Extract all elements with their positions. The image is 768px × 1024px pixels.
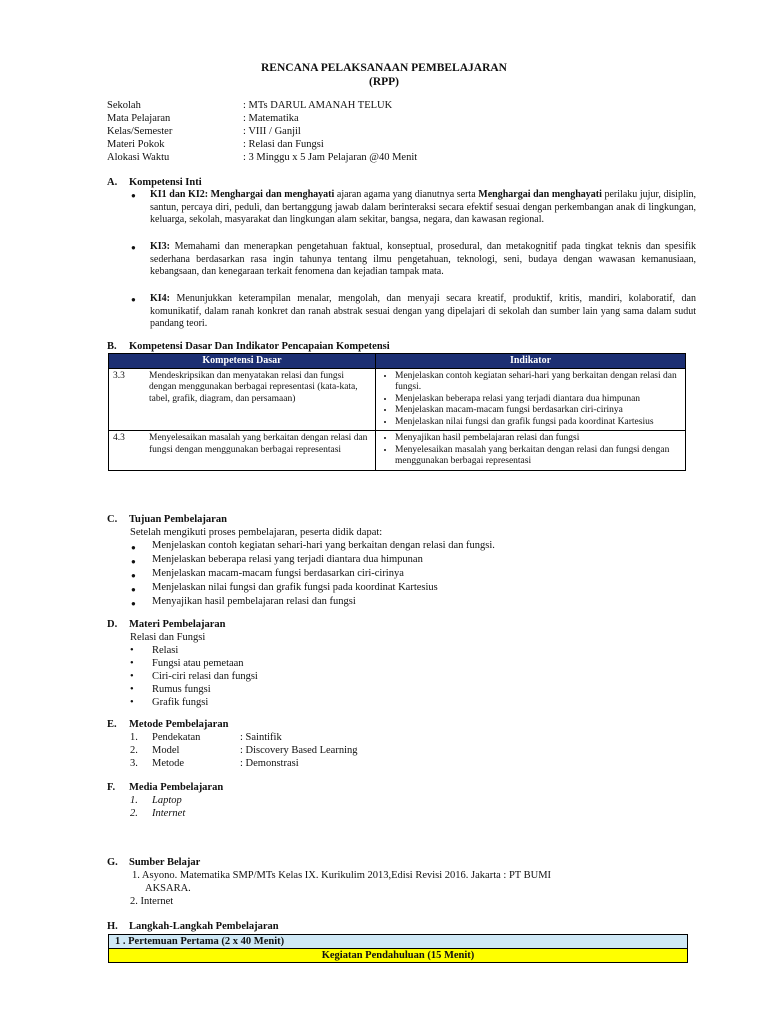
list-item: Grafik fungsi [152, 697, 209, 708]
identity-label-kelas: Kelas/Semester [107, 126, 173, 137]
ki-lead: KI1 dan KI2: [150, 189, 209, 200]
media-number: 1. [130, 795, 138, 806]
ki-text: perilaku jujur, disiplin, santun, percaya diri, peduli, dan bertanggung jawab dalam berinteraksi secara efektif sesuai dengan perkembangan anak di lingkungan, keluarga, sekolah, masyarakat dan lingkungan alam sekitar, bangsa, negara, dan kawasan regional. [150, 189, 696, 226]
source-item-1: 1. Asyono. Matematika SMP/MTs Kelas IX. Kurikulim 2013,Edisi Revisi 2016. Jakarta : PT BUMI [132, 870, 552, 881]
list-item: • Menjelaskan nilai fungsi dan grafik fungsi pada koordinat Kartesius [395, 417, 681, 429]
method-number: 1. [130, 732, 138, 743]
indicator-cell [376, 431, 686, 471]
table-header-kd: Kompetensi Dasar [109, 354, 376, 369]
identity-label-materi: Materi Pokok [107, 139, 165, 150]
bullet-dot: ● [131, 191, 136, 200]
section-title: Metode Pembelajaran [129, 719, 229, 730]
ki-text: ajaran agama yang dianutnya serta [334, 189, 479, 200]
section-d-heading [107, 619, 226, 630]
section-title: Materi Pembelajaran [129, 619, 226, 630]
method-label: Model [152, 745, 180, 756]
section-e-heading [107, 719, 228, 730]
bullet-dot: ● [131, 543, 136, 552]
list-item: • Menyelesaikan masalah yang berkaitan dengan relasi dan fungsi dengan menggunakan berbagai representasi [395, 445, 681, 468]
section-title: Media Pembelajaran [129, 782, 224, 793]
list-item: Menjelaskan beberapa relasi yang terjadi diantara dua himpunan [152, 554, 423, 565]
list-item: Menjelaskan nilai fungsi dan grafik fungsi pada koordinat Kartesius [152, 582, 438, 593]
table-row [109, 368, 686, 431]
ki-emphasis: Menghargai dan menghayati [210, 189, 335, 200]
bullet-dot: ● [131, 243, 136, 252]
ki-emphasis: Menghargai dan menghayati [478, 189, 602, 200]
identity-label-sekolah: Sekolah [107, 100, 141, 111]
section-letter: G. [107, 857, 118, 868]
identity-value-alokasi: : 3 Minggu x 5 Jam Pelajaran @40 Menit [243, 152, 418, 163]
table-row [109, 431, 686, 471]
source-item-1-cont: AKSARA. [145, 883, 191, 894]
method-value: : Discovery Based Learning [240, 745, 358, 756]
section-h-heading [107, 921, 279, 932]
list-item: • Menjelaskan macam-macam fungsi berdasarkan ciri-cirinya [395, 405, 681, 417]
method-label: Pendekatan [152, 732, 201, 743]
identity-value-materi: : Relasi dan Fungsi [243, 139, 324, 150]
section-title: Sumber Belajar [129, 857, 201, 868]
bullet-dot: ● [131, 557, 136, 566]
list-item: • Menyajikan hasil pembelajaran relasi dan fungsi [395, 433, 681, 445]
method-label: Metode [152, 758, 185, 769]
ki1-ki2-paragraph [150, 189, 696, 227]
section-letter: E. [107, 719, 117, 730]
section-letter: F. [107, 782, 116, 793]
table-header-row [109, 354, 686, 369]
ki-text: Memahami dan menerapkan pengetahuan faktual, konseptual, prosedural, dan metakognitif pada tingkat teknis dan spesifik sederhana berdasarkan rasa ingin tahunya tentang ilmu pengetahuan, teknologi, seni, budaya dengan wawasan kemanusiaan, kebangsaan, dan kenegaraan terkait fenomena dan kejadian tampak mata. [150, 241, 696, 278]
ki3-paragraph [150, 241, 696, 279]
list-item: • Menjelaskan beberapa relasi yang terjadi diantara dua himpunan [395, 394, 681, 406]
bullet-dot: ● [131, 585, 136, 594]
list-item: Fungsi atau pemetaan [152, 658, 244, 669]
section-a-heading [107, 177, 202, 188]
list-item: • Menjelaskan contoh kegiatan sehari-hari yang berkaitan dengan relasi dan fungsi. [395, 371, 681, 394]
media-number: 2. [130, 808, 138, 819]
section-c-heading [107, 514, 227, 525]
list-item: Menyajikan hasil pembelajaran relasi dan fungsi [152, 596, 356, 607]
section-f-heading [107, 782, 223, 793]
identity-value-mapel: : Matematika [243, 113, 299, 124]
media-item: Internet [152, 808, 186, 819]
section-title: Tujuan Pembelajaran [129, 514, 227, 525]
indicator-list [380, 433, 681, 468]
bullet-dot: ● [131, 295, 136, 304]
method-value: : Demonstrasi [240, 758, 299, 769]
ki4-paragraph [150, 293, 696, 331]
source-item-2: 2. Internet [130, 896, 174, 907]
bullet-dot: • [130, 684, 134, 695]
kd-number: 4.3 [109, 431, 146, 471]
method-number: 3. [130, 758, 138, 769]
section-letter: D. [107, 619, 118, 630]
meeting-bar: 1 . Pertemuan Pertama (2 x 40 Menit) [108, 934, 688, 949]
bullet-dot: • [130, 658, 134, 669]
ki-lead: KI3: [150, 241, 170, 252]
bullet-dot: • [130, 697, 134, 708]
document-title: RENCANA PELAKSANAAN PEMBELAJARAN [261, 62, 507, 74]
section-title: Langkah-Langkah Pembelajaran [129, 921, 279, 932]
activity-bar: Kegiatan Pendahuluan (15 Menit) [108, 948, 688, 963]
kd-description: Menyelesaikan masalah yang berkaitan dengan relasi dan fungsi dengan menggunakan berbagai representasi [145, 431, 376, 471]
list-item: Ciri-ciri relasi dan fungsi [152, 671, 258, 682]
kd-indicator-table [108, 353, 686, 471]
table-header-indicator: Indikator [376, 354, 686, 369]
list-item: Menjelaskan contoh kegiatan sehari-hari yang berkaitan dengan relasi dan fungsi. [152, 540, 495, 551]
section-d-intro: Relasi dan Fungsi [130, 632, 206, 643]
ki-text: Menunjukkan keterampilan menalar, mengolah, dan menyaji secara kreatif, produktif, kritis, mandiri, kolaboratif, dan komunikatif, dalam ranah konkret dan ranah abstrak sesuai dengan yang dipelajari di sekolah dan sumber lain yang sama dalam sudut pandang teori. [150, 293, 696, 330]
indicator-list [380, 371, 681, 429]
bullet-dot: ● [131, 599, 136, 608]
identity-label-mapel: Mata Pelajaran [107, 113, 171, 124]
section-c-intro: Setelah mengikuti proses pembelajaran, peserta didik dapat: [130, 527, 383, 538]
section-letter: H. [107, 921, 118, 932]
list-item: Rumus fungsi [152, 684, 211, 695]
kd-number: 3.3 [109, 368, 146, 431]
identity-label-alokasi: Alokasi Waktu [107, 152, 170, 163]
bullet-dot: ● [131, 571, 136, 580]
identity-value-sekolah: : MTs DARUL AMANAH TELUK [243, 100, 393, 111]
list-item: Menjelaskan macam-macam fungsi berdasarkan ciri-cirinya [152, 568, 404, 579]
identity-value-kelas: : VIII / Ganjil [243, 126, 301, 137]
section-letter: C. [107, 514, 118, 525]
kd-description: Mendeskripsikan dan menyatakan relasi dan fungsi dengan menggunakan berbagai representasi (kata-kata, tabel, grafik, diagram, dan persamaan) [145, 368, 376, 431]
indicator-cell [376, 368, 686, 431]
section-g-heading [107, 857, 200, 868]
section-b-heading [107, 341, 390, 352]
section-letter: A. [107, 177, 118, 188]
bullet-dot: • [130, 671, 134, 682]
list-item: Relasi [152, 645, 179, 656]
bullet-dot: • [130, 645, 134, 656]
section-letter: B. [107, 341, 117, 352]
document-subtitle: (RPP) [368, 76, 399, 88]
media-item: Laptop [152, 795, 182, 806]
method-number: 2. [130, 745, 138, 756]
section-title: Kompetensi Inti [129, 177, 202, 188]
section-title: Kompetensi Dasar Dan Indikator Pencapaian Kompetensi [129, 341, 390, 352]
ki-lead: KI4: [150, 293, 170, 304]
method-value: : Saintifik [240, 732, 282, 743]
